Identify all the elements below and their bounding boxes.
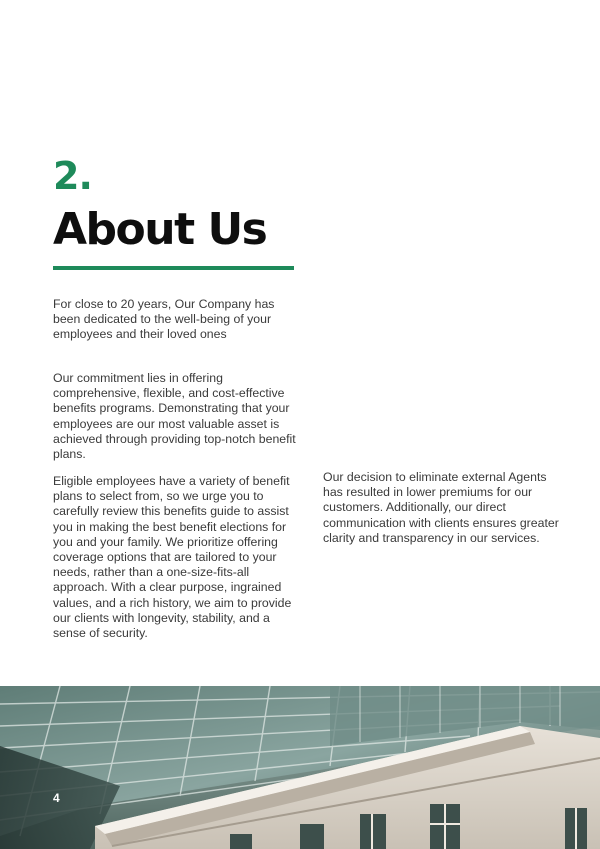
page-title: About Us	[53, 204, 267, 255]
building-photo	[0, 686, 600, 849]
agents-paragraph: Our decision to eliminate external Agents has resulted in lower premiums for our customers. Additionally, our direct communication with clients ensures greater clarity and transparency in our services.	[323, 470, 559, 545]
benefits-paragraph: Eligible employees have a variety of benefit plans to select from, so we urge you to carefully review this benefits guide to assist you in making the best benefit elections for you and your family. We prioritize offering coverage options that are tailored to your needs, rather than a one-size-fits-all approach. With a clear purpose, ingrained values, and a rich history, we aim to provide our clients with longevity, stability, and a sense of security.	[53, 474, 292, 641]
commitment-paragraph: Our commitment lies in offering comprehensive, flexible, and cost-effective benefits programs. Demonstrating that your employees are our most valuable asset is achieved through providing top-notch benefit plans.	[53, 371, 296, 462]
intro-paragraph: For close to 20 years, Our Company has been dedicated to the well-being of your employees and their loved ones	[53, 297, 275, 342]
page-number: 4	[53, 791, 60, 805]
title-underline	[53, 266, 294, 270]
section-number: 2.	[53, 154, 92, 198]
